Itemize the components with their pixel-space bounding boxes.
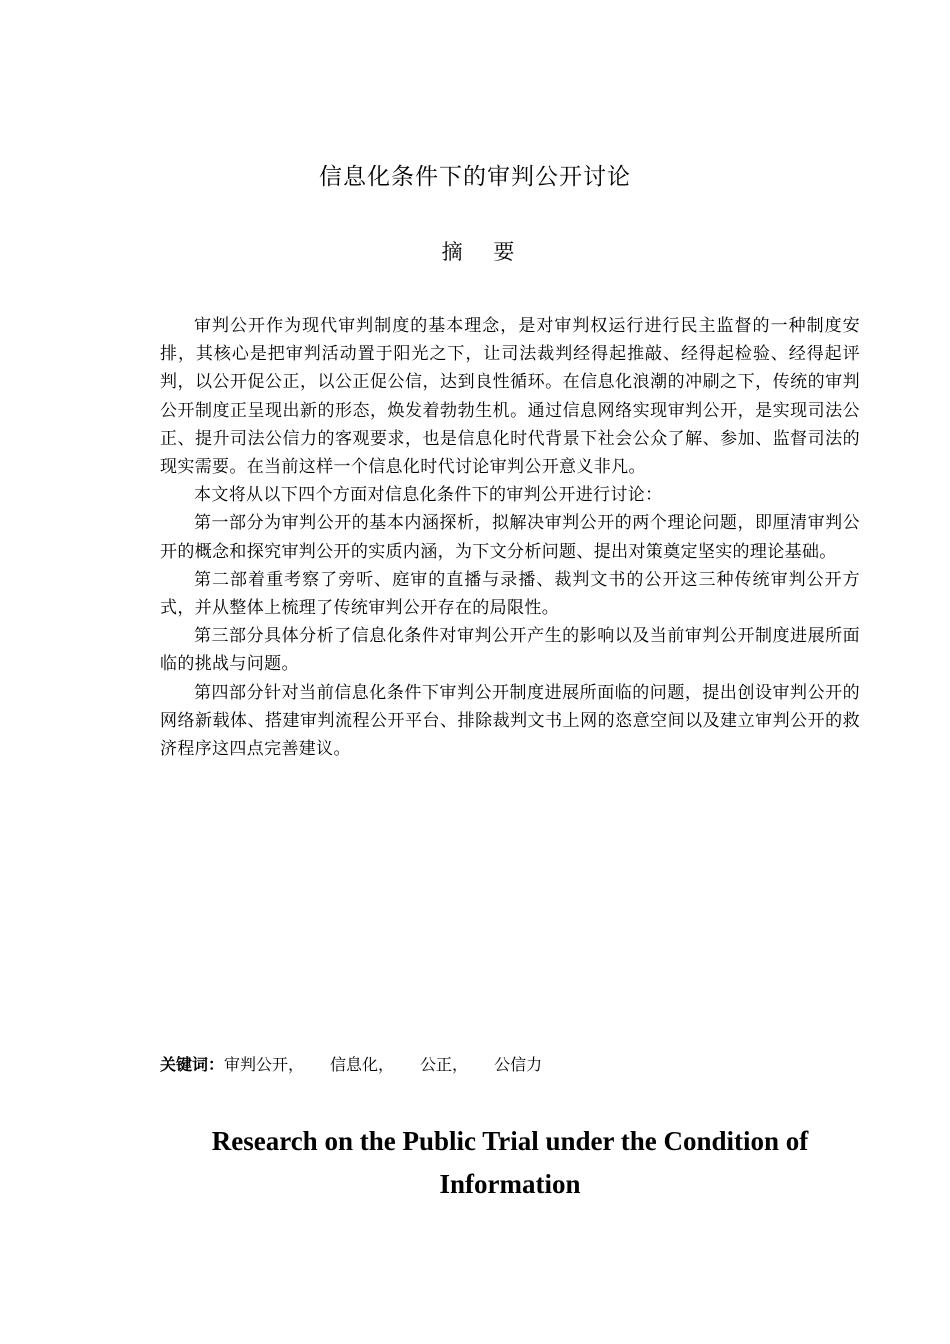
chinese-title: 信息化条件下的审判公开讨论: [319, 164, 631, 190]
abstract-paragraph-3: 第一部分为审判公开的基本内涵探析，拟解决审判公开的两个理论问题，即厘清审判公开的概念和探究审判公开的实质内涵，为下文分析问题、提出对策奠定坚实的理论基础。: [160, 513, 860, 562]
abstract-body: [160, 312, 860, 763]
keywords-label: 关键词：: [160, 1055, 225, 1074]
abstract-paragraph-2: 本文将从以下四个方面对信息化条件下的审判公开进行讨论：: [194, 485, 663, 506]
keywords-line: [160, 1053, 860, 1077]
abstract-paragraph-4: 第二部着重考察了旁听、庭审的直播与录播、裁判文书的公开这三种传统审判公开方式，并从整体上梳理了传统审判公开存在的局限性。: [160, 569, 860, 619]
keyword-item: 信息化，: [330, 1055, 395, 1074]
keyword-item: 公信力: [494, 1055, 543, 1074]
abstract-paragraph-6: 第四部分针对当前信息化条件下审判公开制度进展所面临的问题，提出创设审判公开的网络新载体、搭建审判流程公开平台、排除裁判文书上网的恣意空间以及建立审判公开的救济程序这四点完善建议。: [160, 682, 860, 760]
keyword-item: 公正，: [420, 1055, 469, 1074]
abstract-paragraph-1: 审判公开作为现代审判制度的基本理念，是对审判权运行进行民主监督的一种制度安排，其核心是把审判活动置于阳光之下，让司法裁判经得起推敲、经得起检验、经得起评判，以公开促公正，以公正促公信，达到良性循环。在信息化浪潮的冲刷之下，传统的审判公开制度正呈现出新的形态，焕发着勃勃生机。通过信息网络实现审判公开，是实现司法公正、提升司法公信力的客观要求，也是信息化时代背景下社会公众了解、参加、监督司法的现实需要。在当前这样一个信息化时代讨论审判公开意义非凡。: [160, 316, 860, 478]
keyword-item: 审判公开，: [224, 1055, 305, 1074]
abstract-heading: 摘 要: [441, 240, 527, 264]
english-title: Research on the Public Trial under the Condition of Information: [211, 1126, 809, 1199]
abstract-paragraph-5: 第三部分具体分析了信息化条件对审判公开产生的影响以及当前审判公开制度进展所面临的挑战与问题。: [160, 626, 860, 675]
